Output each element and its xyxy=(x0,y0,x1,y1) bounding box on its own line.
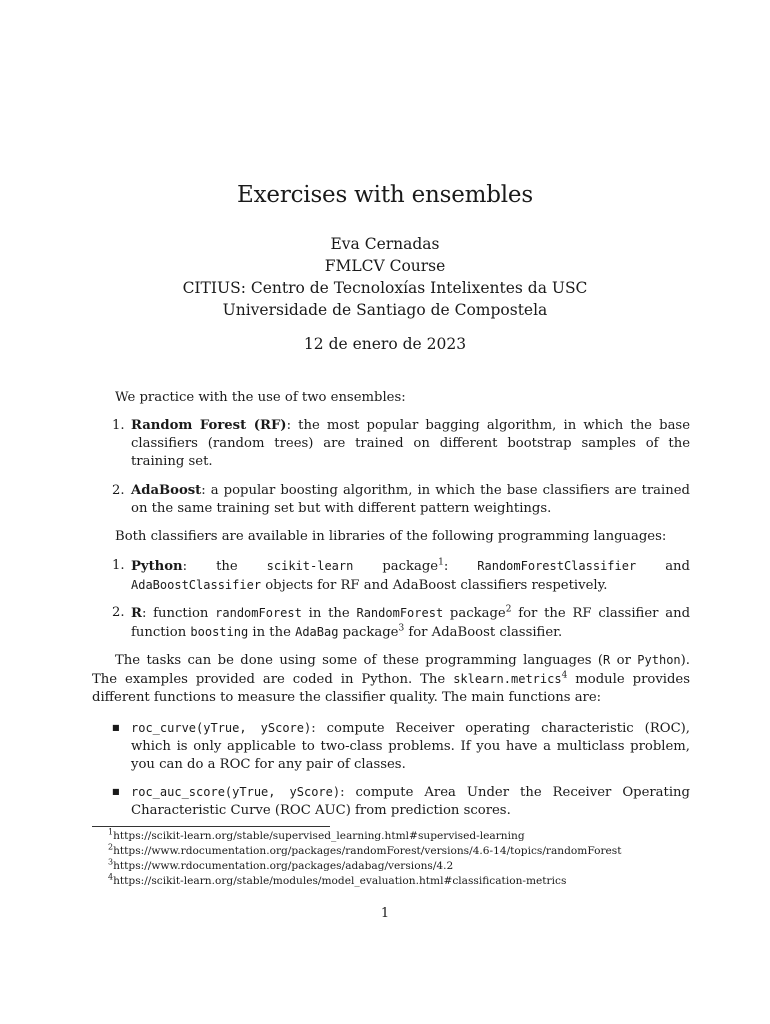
list-item-adaboost xyxy=(112,482,690,518)
text-fragment: in the xyxy=(301,606,357,621)
footnote-ref-4[interactable]: 4 xyxy=(561,670,568,681)
footnote-1 xyxy=(108,829,525,844)
date: 12 de enero de 2023 xyxy=(303,335,467,353)
text-fragment: module provides different functions to measure the classifier quality. The main functions are: xyxy=(92,672,691,705)
list-number: 2. xyxy=(112,605,125,620)
text-fragment: : xyxy=(443,559,478,574)
language-python: Python xyxy=(637,653,681,667)
footnote-link[interactable]: https://scikit-learn.org/stable/modules/model_evaluation.html#classification-metrics xyxy=(113,875,567,887)
list-item-python xyxy=(112,557,690,595)
bullet-item-roc-auc-score xyxy=(112,783,690,820)
libraries-paragraph: Both classifiers are available in libraries of the following programming languages: xyxy=(115,529,667,544)
text-fragment: package xyxy=(353,559,439,574)
footnote-ref-2[interactable]: 2 xyxy=(505,604,512,615)
bullet-square-icon: ■ xyxy=(112,787,120,796)
text-fragment: ). The examples provided are coded in Python. The xyxy=(92,653,690,687)
list-number: 2. xyxy=(112,483,125,498)
term-python: Python xyxy=(131,559,183,574)
text-fragment: : function xyxy=(141,606,216,621)
package-adabag: AdaBag xyxy=(295,625,339,639)
text-fragment: The tasks can be done using some of these programming languages ( xyxy=(115,653,604,668)
package-scikit-learn: scikit-learn xyxy=(266,559,354,573)
bullet-square-icon: ■ xyxy=(112,723,120,732)
course: FMLCV Course xyxy=(324,257,446,275)
bullet-item-roc-curve xyxy=(112,719,690,774)
module-sklearn-metrics: sklearn.metrics xyxy=(453,672,562,686)
text-fragment: or xyxy=(610,653,638,668)
class-random-forest-classifier: RandomForestClassifier xyxy=(477,559,637,573)
term-random-forest: Random Forest (RF) xyxy=(131,418,287,433)
function-roc-curve: roc_curve(yTrue, yScore) xyxy=(131,721,312,735)
footnote-3 xyxy=(108,859,453,874)
document-title: Exercises with ensembles xyxy=(237,182,533,208)
footnote-link[interactable]: https://scikit-learn.org/stable/supervised_learning.html#supervised-learning xyxy=(113,830,525,842)
term-adaboost: AdaBoost xyxy=(131,483,202,498)
roc-curve-description: : compute Receiver operating characteristic (ROC), which is only applicable to two-class problems. If you have a multiclass problem, you can do a ROC for any pair of classes. xyxy=(131,721,690,772)
term-r: R xyxy=(131,606,142,621)
language-r: R xyxy=(603,653,611,667)
function-roc-auc-score: roc_auc_score(yTrue, yScore) xyxy=(131,785,341,799)
footnote-ref-3[interactable]: 3 xyxy=(398,623,405,634)
list-number: 1. xyxy=(112,418,125,433)
footnote-mark: 3 xyxy=(108,857,114,867)
class-adaboost-classifier: AdaBoostClassifier xyxy=(131,578,262,592)
text-fragment: and xyxy=(636,559,690,574)
footnote-2 xyxy=(108,844,622,859)
text-fragment: package xyxy=(443,606,506,621)
intro-paragraph: We practice with the use of two ensembles: xyxy=(115,390,406,405)
adaboost-description: : a popular boosting algorithm, in which the base classifiers are trained on the same training set but with different pattern weightings. xyxy=(131,483,690,516)
institution: CITIUS: Centro de Tecnoloxías Intelixentes da USC xyxy=(182,279,588,297)
text-fragment: package xyxy=(338,625,399,640)
list-item-rf xyxy=(112,417,690,471)
text-fragment: objects for RF and AdaBoost classifiers respetively. xyxy=(261,578,608,593)
text-fragment: : the xyxy=(182,559,267,574)
footnote-divider xyxy=(92,826,330,827)
tasks-paragraph xyxy=(92,651,690,707)
author: Eva Cernadas xyxy=(330,235,440,253)
footnote-4 xyxy=(108,874,566,889)
list-number: 1. xyxy=(112,558,125,573)
rf-description: : the most popular bagging algorithm, in which the base classifiers (random trees) are trained on different bootstrap samples of the training set. xyxy=(131,418,691,469)
footnote-mark: 1 xyxy=(108,827,114,837)
page-number: 1 xyxy=(380,906,390,921)
list-item-r xyxy=(112,604,690,642)
text-fragment: in the xyxy=(248,625,296,640)
roc-auc-description: : compute Area Under the Receiver Operating Characteristic Curve (ROC AUC) from prediction scores. xyxy=(131,785,690,818)
text-fragment: for AdaBoost classifier. xyxy=(404,625,563,640)
footnote-mark: 2 xyxy=(108,842,114,852)
text-fragment: for the RF classifier and function xyxy=(131,606,691,640)
footnote-mark: 4 xyxy=(108,872,114,882)
package-randomforest: RandomForest xyxy=(356,606,444,620)
university: Universidade de Santiago de Compostela xyxy=(222,301,548,319)
footnote-link[interactable]: https://www.rdocumentation.org/packages/adabag/versions/4.2 xyxy=(113,860,454,872)
function-randomforest: randomForest xyxy=(215,606,302,620)
footnote-link[interactable]: https://www.rdocumentation.org/packages/randomForest/versions/4.6-14/topics/randomForest xyxy=(113,845,622,857)
function-boosting: boosting xyxy=(190,625,249,639)
footnote-ref-1[interactable]: 1 xyxy=(438,557,444,568)
